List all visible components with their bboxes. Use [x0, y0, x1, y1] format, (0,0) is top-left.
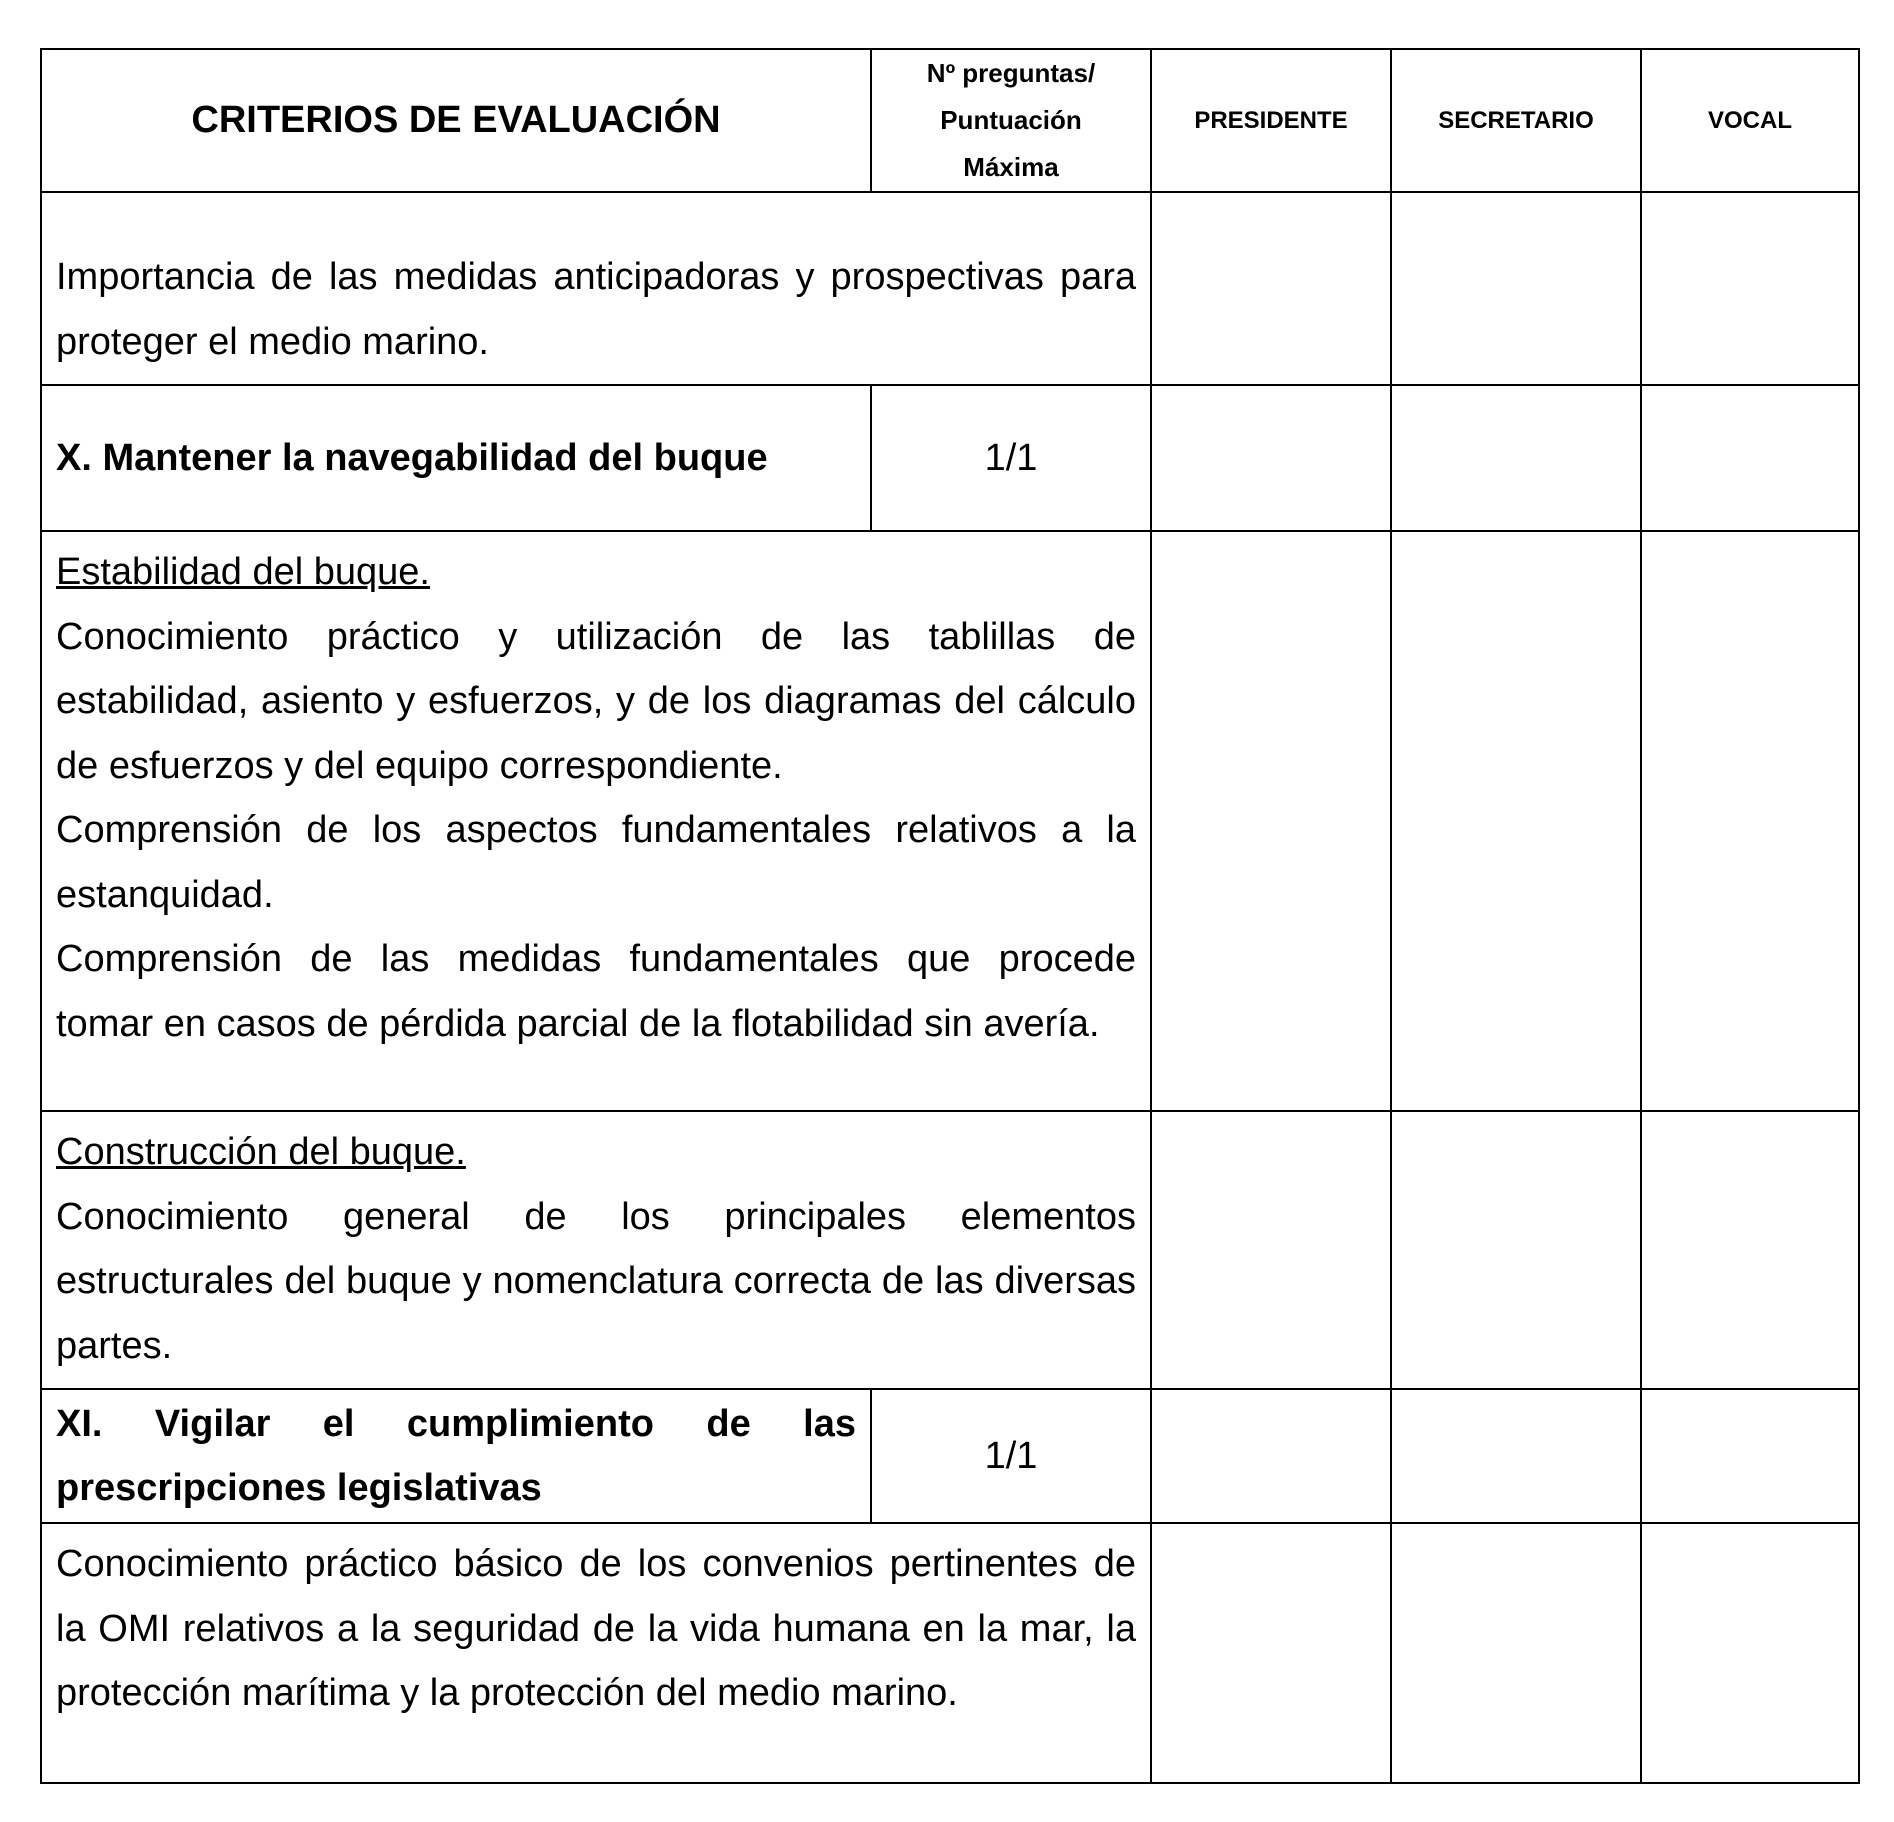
construction-subtitle: Construcción del buque. — [56, 1131, 466, 1173]
max-score-cell — [871, 1389, 1151, 1523]
president-score-cell — [1151, 1111, 1391, 1389]
secretary-score-cell — [1391, 1389, 1641, 1523]
stability-paragraph-3: Comprensión de las medidas fundamentales que procede tomar en casos de pérdida parcial de la flotabilidad sin avería. — [56, 938, 1136, 1045]
criteria-cell — [41, 192, 1151, 385]
table-row — [41, 1523, 1859, 1783]
president-score-cell — [1151, 531, 1391, 1111]
secretary-score-cell — [1391, 385, 1641, 531]
criteria-cell — [41, 1523, 1151, 1783]
stability-paragraph-1: Conocimiento práctico y utilización de las tablillas de estabilidad, asiento y esfuerzos, y de los diagramas del cálculo de esfuerzos y del equipo correspondiente. — [56, 615, 1136, 787]
president-header-label: PRESIDENTE — [1194, 106, 1348, 134]
section-title-cell — [41, 1389, 871, 1523]
evaluation-sheet — [40, 48, 1858, 1784]
president-score-cell — [1151, 1389, 1391, 1523]
vocal-score-cell — [1641, 1389, 1859, 1523]
conventions-text: Conocimiento práctico básico de los convenios pertinentes de la OMI relativos a la seguridad de la vida humana en la mar, la protección marítima y la protección del medio marino. — [56, 1543, 1136, 1714]
president-header — [1151, 49, 1391, 192]
vocal-header — [1641, 49, 1859, 192]
table-row — [41, 192, 1859, 385]
section-xi-title: XI. Vigilar el cumplimiento de las prescripciones legislativas — [56, 1403, 856, 1509]
section-x-title: X. Mantener la navegabilidad del buque — [56, 437, 768, 479]
construction-paragraph-1: Conocimiento general de los principales elementos estructurales del buque y nomenclatura correcta de las diversas partes. — [56, 1195, 1136, 1367]
criteria-header-label: CRITERIOS DE EVALUACIÓN — [191, 99, 721, 141]
max-score-cell — [871, 385, 1151, 531]
criteria-cell — [41, 1111, 1151, 1389]
evaluation-table — [40, 48, 1860, 1784]
secretary-header-label: SECRETARIO — [1438, 106, 1594, 134]
vocal-score-cell — [1641, 385, 1859, 531]
section-row — [41, 1389, 1859, 1523]
secretary-score-cell — [1391, 1523, 1641, 1783]
section-xi-score: 1/1 — [984, 1434, 1038, 1477]
criteria-cell — [41, 531, 1151, 1111]
table-row — [41, 1111, 1859, 1389]
vocal-score-cell — [1641, 1523, 1859, 1783]
secretary-score-cell — [1391, 192, 1641, 385]
president-score-cell — [1151, 385, 1391, 531]
score-header — [871, 49, 1151, 192]
president-score-cell — [1151, 192, 1391, 385]
header-row — [41, 49, 1859, 192]
score-header-line3: Máxima — [963, 152, 1059, 182]
table-row — [41, 531, 1859, 1111]
vocal-score-cell — [1641, 192, 1859, 385]
vocal-score-cell — [1641, 531, 1859, 1111]
secretary-header — [1391, 49, 1641, 192]
vocal-header-label: VOCAL — [1708, 106, 1792, 134]
president-score-cell — [1151, 1523, 1391, 1783]
stability-paragraph-2: Comprensión de los aspectos fundamentales relativos a la estanquidad. — [56, 809, 1136, 916]
intro-text: Importancia de las medidas anticipadoras y prospectivas para proteger el medio marino. — [56, 256, 1136, 363]
section-row — [41, 385, 1859, 531]
stability-subtitle: Estabilidad del buque. — [56, 551, 430, 593]
section-x-score: 1/1 — [984, 436, 1038, 479]
secretary-score-cell — [1391, 1111, 1641, 1389]
criteria-header — [41, 49, 871, 192]
secretary-score-cell — [1391, 531, 1641, 1111]
vocal-score-cell — [1641, 1111, 1859, 1389]
score-header-line1: Nº preguntas/ — [926, 58, 1096, 88]
score-header-line2: Puntuación — [940, 105, 1082, 135]
section-title-cell — [41, 385, 871, 531]
